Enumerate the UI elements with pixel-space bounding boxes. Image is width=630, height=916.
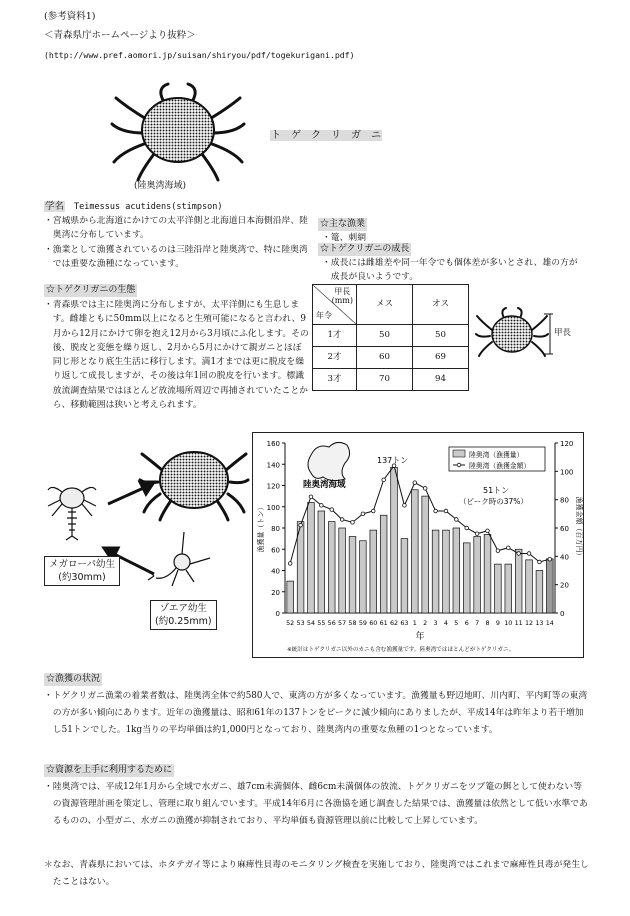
bay-map-icon (308, 442, 350, 480)
catch-bar (526, 560, 533, 613)
catch-bar (515, 549, 522, 613)
x-tick-label: 14 (545, 619, 554, 627)
x-tick-label: 57 (338, 619, 347, 627)
catch-bar (495, 564, 502, 613)
catch-bar (474, 537, 481, 614)
legend-line-marker (457, 463, 461, 467)
scientific-name-label: 学名 (45, 201, 65, 212)
col-header-female: メス (357, 285, 413, 325)
catch-bar (380, 515, 387, 613)
chart-footnote: ※統計はトゲクリガニ以外のカニも含む漁獲量です。陸奥湾ではほとんどがトゲクリガニ。 (287, 647, 515, 653)
value-point (340, 518, 344, 522)
catch-bar (463, 543, 470, 613)
value-point (496, 549, 500, 553)
legend-bar-label: 陸奥湾（漁獲量） (469, 451, 524, 459)
age-cell: 2才 (313, 347, 357, 369)
lifecycle-diagram (44, 440, 254, 630)
catch-bar (339, 528, 346, 613)
x-tick-label: 3 (433, 619, 438, 627)
y2-tick-label: 80 (560, 496, 569, 505)
male-cell: 50 (413, 325, 469, 347)
recent-annotation: 51トン (483, 486, 510, 495)
arrow-icon (108, 482, 154, 504)
corner-unit-label: (mm) (331, 296, 353, 305)
growth-text: ・成長には雌雄差や同一年令でも個体差が多いとされ、雄の方が成長が良いようです。 (322, 258, 578, 283)
x-tick-label: 13 (535, 619, 544, 627)
y2-tick-label: 20 (560, 581, 569, 590)
catch-bar (453, 528, 460, 613)
x-axis-label: 年 (415, 632, 425, 642)
x-tick-label: 1 (412, 619, 417, 627)
x-tick-label: 56 (327, 619, 336, 627)
legend-bar-swatch (453, 450, 465, 457)
male-cell: 69 (413, 347, 469, 369)
catch-bar (391, 467, 398, 613)
y2-tick-label: 40 (560, 553, 569, 562)
catch-bar (308, 503, 315, 614)
table-row (313, 347, 469, 369)
y-tick-label: 100 (266, 503, 280, 512)
catch-bar (287, 581, 294, 613)
value-point (517, 552, 521, 556)
x-tick-label: 60 (369, 619, 378, 627)
value-point (309, 495, 313, 499)
x-tick-label: 59 (358, 619, 367, 627)
value-point (371, 509, 375, 513)
y-tick-label: 120 (266, 482, 280, 491)
fishery-heading: ☆主な漁業 (318, 218, 367, 231)
col-header-male: オス (413, 285, 469, 325)
small-crab-illustration (474, 304, 554, 362)
table-row (313, 369, 469, 391)
reference-label: (参考資料1) (44, 11, 96, 22)
catch-bar (370, 530, 377, 613)
catch-bar (349, 537, 356, 614)
zoea-larva-icon (148, 532, 210, 586)
x-tick-label: 11 (514, 619, 523, 627)
catch-bar (401, 539, 408, 613)
resources-text: ・陸奥湾では、平成12年1月から全域で水ガニ、雄7cm未満個体、雌6cm未満個体の放流、トゲクリガニをツブ篭の餌として使わない等の資源管理計画を策定し、管理に取り組んでいます。平成14年6月に各漁協を通じ調査した結果では、漁獲量は依然として低い水準であるものの、小型ガニ、水ガニの漁獲が抑制されており、平均単価も資源管理以前に比較して上昇しています。 (44, 782, 588, 827)
catch-bar (432, 530, 439, 613)
x-tick-label: 4 (443, 619, 449, 627)
value-point (351, 521, 355, 525)
value-point (527, 552, 531, 556)
catch-bar (328, 522, 335, 613)
age-cell: 1才 (313, 325, 357, 347)
scientific-name: Teimessus acutidens(stimpson) (74, 202, 223, 212)
catch-bar (484, 534, 491, 613)
x-tick-label: 62 (389, 619, 399, 627)
female-cell: 60 (357, 347, 413, 369)
catch-bar (318, 511, 325, 613)
megalopa-size: (約30mm) (58, 572, 106, 583)
value-point (444, 509, 448, 513)
ecology-heading: ☆トゲクリガニの生態 (44, 284, 137, 297)
zoea-label (150, 600, 217, 630)
value-point (506, 546, 510, 550)
value-point (382, 478, 386, 482)
y-tick-label: 0 (275, 610, 280, 618)
catch-bar (411, 490, 418, 613)
megalopa-larva-icon (48, 487, 96, 540)
crab-caption: (陸奥湾海域) (134, 181, 187, 191)
shellfish-note: ＊なお、青森県においては、ホタテガイ等により麻痺性貝毒のモニタリング検査を実施しており、陸奥湾ではこれまで麻痺性貝毒が発生したことはない。 (44, 860, 589, 888)
catch-chart (252, 432, 584, 658)
catch-bar (360, 541, 367, 613)
legend-line-label: 陸奥湾（漁獲金額） (469, 462, 531, 470)
catch-bar (536, 571, 543, 614)
y2-tick-label: 100 (560, 468, 574, 477)
x-tick-label: 10 (504, 619, 513, 627)
x-tick-label: 63 (400, 619, 409, 627)
x-tick-label: 53 (296, 619, 305, 627)
ecology-text: ・青森県では主に陸奥湾に分布しますが、太平洋側にも生息します。雌雄ともに50mm以上になると生殖可能になると言われ、9月から12月にかけて卵を抱え12月から3月頃にふ化します。その後、脱皮と変態を繰り返し、2月から5月にかけて親ガニとほぼ同じ形となり底生生活に移行します。満1才までは更に脱皮を繰り返して成長しますが、その後は年1回の脱皮を行います。標識放流調査結果ではほとんど放流場所周辺で再捕されていたことから、移動範囲は狭いと考えられます。 (44, 300, 309, 411)
age-cell: 3才 (313, 369, 357, 391)
megalopa-label (44, 556, 120, 586)
value-point (548, 557, 552, 561)
table-row (313, 325, 469, 347)
x-tick-label: 58 (348, 619, 357, 627)
value-point (455, 518, 459, 522)
fishery-text: ・篭、刺網 (322, 233, 366, 243)
y2-tick-label: 60 (560, 525, 569, 533)
value-point (330, 508, 334, 512)
adult-crab-icon (140, 452, 248, 520)
x-tick-label: 52 (286, 619, 295, 627)
value-point (288, 562, 292, 566)
x-tick-label: 12 (524, 619, 534, 627)
value-point (361, 512, 365, 516)
x-tick-label: 9 (495, 619, 500, 627)
x-tick-label: 6 (464, 619, 469, 627)
table-corner (313, 285, 357, 325)
zoea-size: (約0.25mm) (155, 616, 212, 627)
value-point (320, 504, 324, 508)
resources-heading: ☆資源を上手に利用するために (44, 764, 174, 777)
y2-tick-label: 0 (560, 610, 565, 618)
crab-illustration (108, 78, 248, 182)
corner-age-label: 年令 (316, 311, 332, 321)
y-tick-label: 40 (271, 567, 280, 576)
y2-tick-label: 120 (560, 440, 574, 448)
female-cell: 70 (357, 369, 413, 391)
y-tick-label: 80 (271, 525, 280, 533)
catch-bar (443, 530, 450, 613)
distribution-list (44, 214, 312, 271)
situation-heading: ☆漁獲の状況 (44, 673, 102, 686)
x-tick-label: 54 (306, 619, 316, 627)
carapace-length-label: 甲長 (554, 328, 572, 338)
value-point (299, 523, 303, 527)
catch-bar (422, 496, 429, 613)
catch-chart-svg (253, 433, 583, 657)
distribution-item: ・宮城県から北海道にかけての太平洋側と北海道日本海側沿岸、陸奥湾に分布しています。 (44, 216, 308, 241)
y-tick-label: 20 (271, 588, 280, 597)
catch-bar (546, 559, 553, 613)
value-point (413, 481, 417, 485)
megalopa-name: メガローパ幼生 (49, 559, 116, 570)
y-tick-label: 140 (266, 461, 280, 470)
female-cell: 50 (357, 325, 413, 347)
y-axis-label: 漁獲量（トン） (257, 503, 265, 553)
growth-heading: ☆トゲクリガニの成長 (318, 243, 411, 256)
value-point (465, 526, 469, 530)
peak-annotation: 137トン (377, 456, 409, 465)
recent-note: （ピーク時の37%） (459, 497, 528, 506)
source-url[interactable]: (http://www.pref.aomori.jp/suisan/shiryou/pdf/togekurigani.pdf) (44, 50, 355, 60)
value-point (423, 487, 427, 491)
y-tick-label: 160 (266, 440, 280, 448)
x-tick-label: 55 (317, 619, 326, 627)
y2-axis-label: 漁獲金額（百万円） (575, 496, 583, 560)
x-tick-label: 8 (485, 619, 490, 627)
value-point (403, 504, 407, 508)
zoea-name: ゾエア幼生 (159, 603, 207, 614)
x-tick-label: 7 (475, 619, 480, 627)
value-point (434, 509, 438, 513)
distribution-item: ・漁業として漁獲されているのは三陸沿岸と陸奥湾で、特に陸奥湾では重要な漁種になっています。 (44, 244, 308, 269)
male-cell: 94 (413, 369, 469, 391)
y-tick-label: 60 (271, 546, 280, 555)
source-note: ＜青森県庁ホームページより抜粋＞ (44, 30, 196, 41)
map-label: 陸奥湾海域 (303, 480, 346, 490)
x-tick-label: 2 (423, 619, 428, 627)
value-point (538, 560, 542, 564)
situation-text: ・トゲクリガニ漁業の着業者数は、陸奥湾全体で約580人で、東湾の方が多くなっています。漁獲量も野辺地町、川内町、平内町等の東湾の方が多い傾向にあります。近年の漁獲量は、昭和61年の137トンをピークに減少傾向にありましたが、平成14年は昨年より若干増加し51トンでした。1kg当りの平均単価は約1,000円となっており、陸奥湾内の重要な魚種の1つとなっています。 (44, 691, 588, 736)
value-point (486, 529, 490, 533)
catch-bar (505, 564, 512, 613)
x-tick-label: 5 (454, 619, 459, 627)
growth-table (312, 284, 469, 391)
corner-length-label: 甲長 (334, 287, 351, 296)
x-tick-label: 61 (379, 619, 388, 627)
value-point (475, 532, 479, 536)
species-title: ト ゲ ク リ ガ ニ (271, 130, 381, 141)
